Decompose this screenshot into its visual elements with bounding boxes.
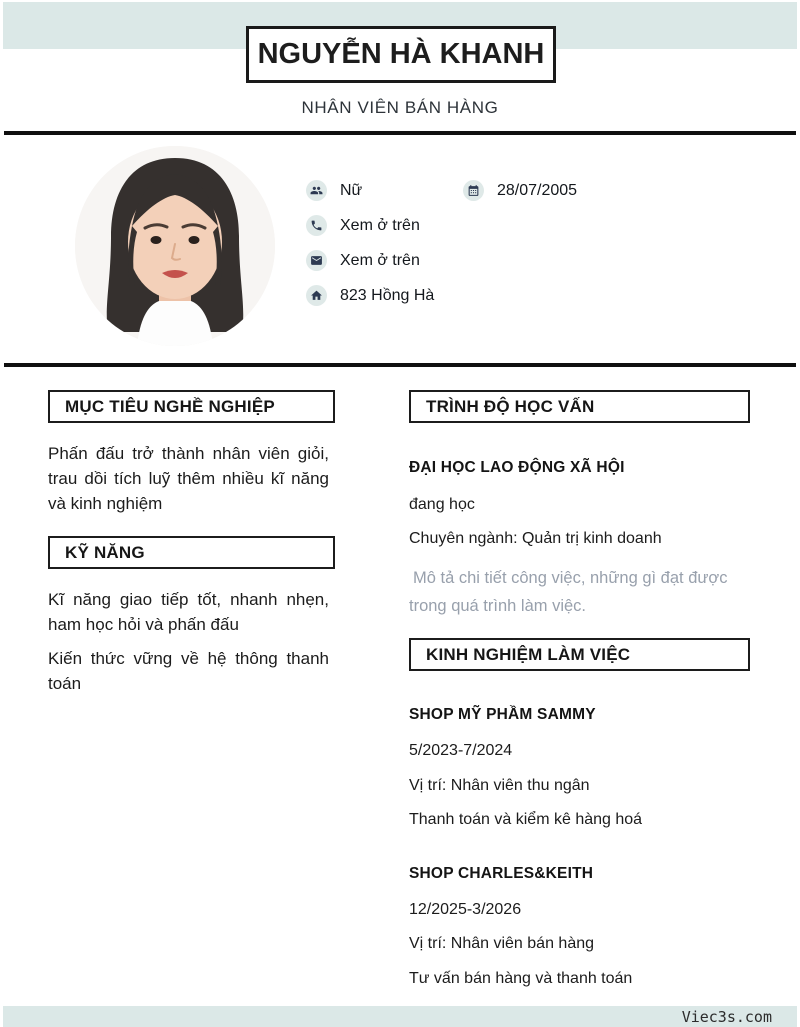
- contact-gender: [306, 180, 362, 201]
- email-value: Xem ở trên: [340, 251, 420, 269]
- profile-photo-illustration: [75, 146, 275, 346]
- divider-body: [4, 363, 796, 367]
- phone-value: Xem ở trên: [340, 216, 420, 234]
- footer-band: [3, 1006, 797, 1027]
- email-icon: [306, 250, 327, 271]
- skill-item: Kiến thức vững về hệ thông thanh toán: [48, 649, 329, 693]
- watermark-text: Viec3s.com: [681, 1007, 772, 1026]
- calendar-icon: [463, 180, 484, 201]
- job-position: Vị trí: Nhân viên bán hàng: [409, 935, 595, 952]
- name-box: [246, 26, 556, 83]
- dob-value: 28/07/2005: [497, 181, 578, 199]
- experience-heading-label: KINH NGHIỆM LÀM VIỆC: [426, 644, 631, 664]
- job-company: SHOP CHARLES&KEITH: [409, 865, 594, 882]
- education-heading-label: TRÌNH ĐỘ HỌC VẤN: [426, 396, 595, 416]
- right-column: [409, 390, 750, 987]
- job-period: 5/2023-7/2024: [409, 742, 513, 759]
- divider-top: [4, 131, 796, 135]
- gender-value: Nữ: [340, 181, 363, 199]
- job-description: Tư vấn bán hàng và thanh toán: [409, 970, 633, 987]
- education-description-placeholder: Mô tả chi tiết công việc, những gì đạt được trong quá trình làm việc.: [409, 569, 728, 615]
- section-objective-heading: [48, 390, 335, 423]
- person-name: NGUYỄN HÀ KHANH: [257, 38, 545, 70]
- gender-icon: [306, 180, 327, 201]
- section-education-heading: [409, 390, 750, 423]
- education-school: ĐẠI HỌC LAO ĐỘNG XÃ HỘI: [409, 459, 625, 476]
- home-icon: [306, 285, 327, 306]
- contact-dob: [463, 180, 577, 201]
- experience-entry: [409, 866, 750, 987]
- education-major: Chuyên ngành: Quản trị kinh doanh: [409, 530, 662, 547]
- job-title: NHÂN VIÊN BÁN HÀNG: [301, 98, 499, 117]
- address-value: 823 Hồng Hà: [340, 286, 435, 304]
- section-experience-heading: [409, 638, 750, 671]
- job-position: Vị trí: Nhân viên thu ngân: [409, 777, 590, 794]
- contact-address: [306, 285, 434, 306]
- profile-photo: [75, 146, 275, 346]
- objective-heading-label: MỤC TIÊU NGHỀ NGHIỆP: [65, 396, 275, 416]
- skill-item: Kĩ năng giao tiếp tốt, nhanh nhẹn, ham học hỏi và phấn đấu: [48, 590, 329, 634]
- job-period: 12/2025-3/2026: [409, 901, 522, 918]
- skills-heading-label: KỸ NĂNG: [65, 542, 145, 562]
- left-column: [48, 390, 335, 696]
- phone-icon: [306, 215, 327, 236]
- objective-text: Phấn đấu trở thành nhân viên giỏi, trau dồi tích luỹ thêm nhiều kĩ năng và kinh nghiệm: [48, 444, 329, 513]
- job-description: Thanh toán và kiểm kê hàng hoá: [409, 811, 643, 828]
- experience-entry: [409, 707, 750, 828]
- contact-email: [306, 250, 420, 271]
- education-status: đang học: [409, 496, 475, 513]
- section-skills-heading: [48, 536, 335, 569]
- job-company: SHOP MỸ PHẦM SAMMY: [409, 706, 596, 723]
- contact-phone: [306, 215, 420, 236]
